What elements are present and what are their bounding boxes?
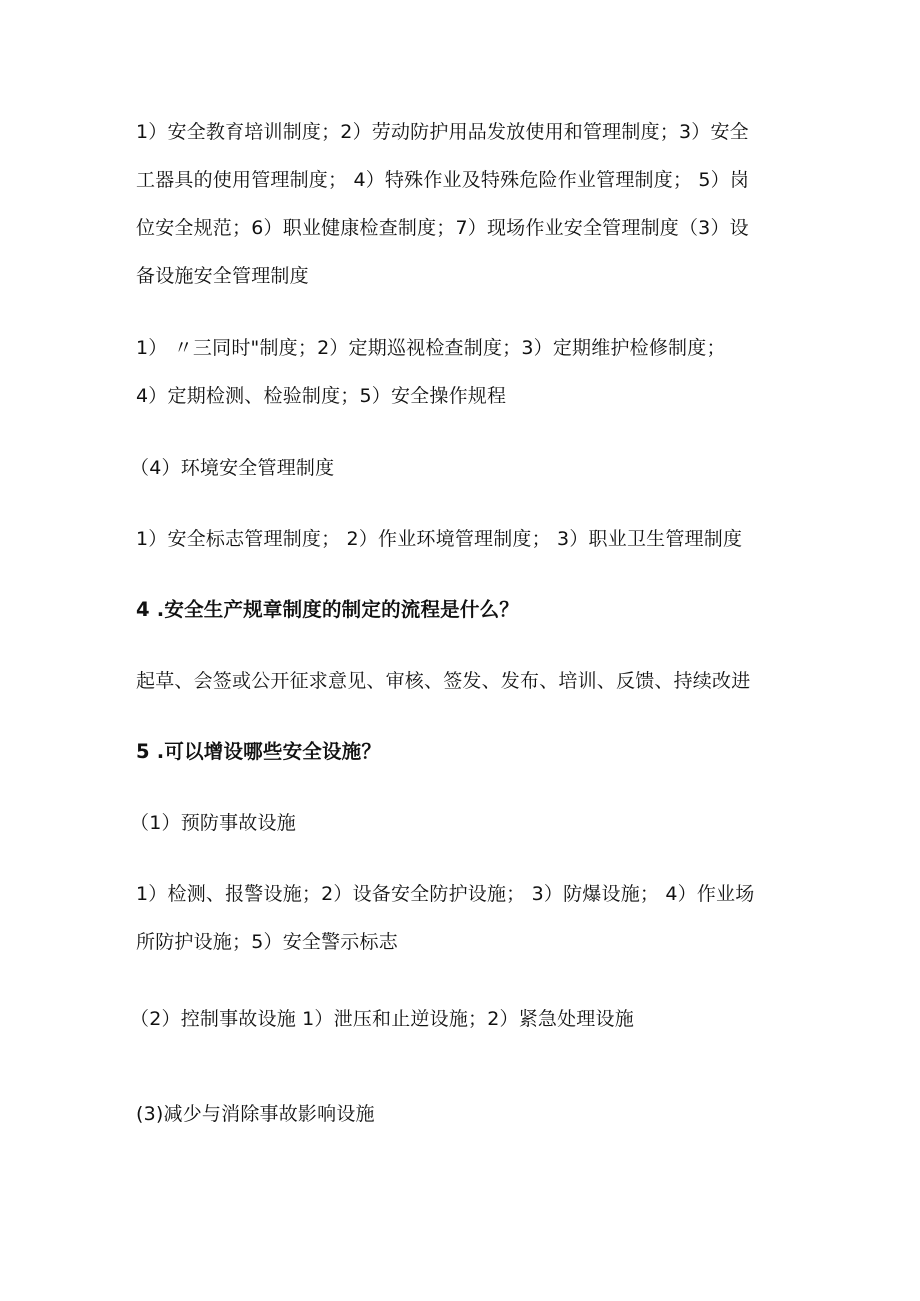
text-line: 4）定期检测、检验制度；5）安全操作规程 [136, 385, 507, 407]
question-5-heading [136, 728, 796, 776]
prevent-subheading [130, 799, 790, 847]
environment-subheading [130, 444, 790, 492]
environment-rules-paragraph [136, 515, 796, 563]
control-items-paragraph [130, 995, 790, 1043]
question-4-answer [136, 657, 796, 705]
text-line: 起草、会签或公开征求意见、审核、签发、发布、培训、反馈、持续改进 [136, 670, 751, 692]
text-line: (3)减少与消除事故影响设施 [136, 1103, 375, 1125]
text-line: 1）安全标志管理制度； 2）作业环境管理制度； 3）职业卫生管理制度 [136, 528, 743, 550]
question-4-heading [136, 586, 796, 634]
text-line: 所防护设施；5）安全警示标志 [136, 931, 398, 953]
text-line: （1）预防事故设施 [130, 812, 296, 834]
text-line: 4 .安全生产规章制度的制定的流程是什么？ [136, 598, 519, 621]
text-line: 位安全规范；6）职业健康检查制度；7）现场作业安全管理制度（3）设 [136, 217, 749, 239]
text-line: 工器具的使用管理制度； 4）特殊作业及特殊危险作业管理制度； 5）岗 [136, 169, 750, 191]
personnel-rules-paragraph [136, 108, 796, 300]
text-line: （4）环境安全管理制度 [130, 457, 335, 479]
text-line: 5 .可以增设哪些安全设施？ [136, 740, 382, 763]
prevent-items-paragraph [136, 870, 796, 966]
text-line: 1）安全教育培训制度；2）劳动防护用品发放使用和管理制度；3）安全 [136, 121, 749, 143]
text-line: （2）控制事故设施 1）泄压和止逆设施；2）紧急处理设施 [130, 1008, 634, 1030]
text-line: 1） 〃三同时"制度；2）定期巡视检查制度；3）定期维护检修制度； [136, 337, 726, 359]
equipment-rules-paragraph [136, 324, 796, 420]
text-line: 1）检测、报警设施；2）设备安全防护设施； 3）防爆设施； 4）作业场 [136, 883, 755, 905]
text-line: 备设施安全管理制度 [136, 265, 309, 287]
reduce-subheading [136, 1090, 796, 1138]
